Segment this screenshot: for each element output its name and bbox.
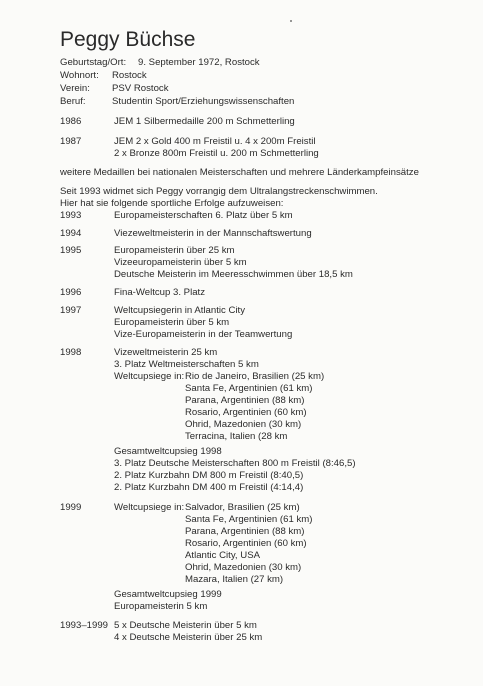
entry-1997-line2: Europameisterin über 5 km — [114, 317, 230, 328]
year-1994: 1994 — [60, 228, 82, 239]
entry-1987-line2: 2 x Bronze 800m Freistil u. 200 m Schmetterling — [114, 148, 319, 159]
year-1993-1999: 1993–1999 — [60, 620, 109, 631]
entry-1994: Viezeweltmeisterin in der Mannschaftswertung — [114, 228, 312, 239]
weltcup-1998-item: Santa Fe, Argentinien (61 km) — [185, 383, 313, 394]
year-1999: 1999 — [60, 502, 82, 513]
entry-1997-line1: Weltcupsiegerin in Atlantic City — [114, 305, 245, 316]
paper-speck — [290, 20, 292, 22]
weltcup-1998-item: Rio de Janeiro, Brasilien (25 km) — [185, 371, 325, 382]
weltcup-1999-item: Parana, Argentinien (88 km) — [185, 526, 305, 537]
weltcup-1998-item: Parana, Argentinien (88 km) — [185, 395, 305, 406]
weltcup-1999-item: Mazara, Italien (27 km) — [185, 574, 284, 585]
club-value: PSV Rostock — [112, 83, 169, 94]
weltcup-1998-item: Rosario, Argentinien (60 km) — [185, 407, 307, 418]
year-1986: 1986 — [60, 116, 82, 127]
weltcup-1999-item: Ohrid, Mazedonien (30 km) — [185, 562, 302, 573]
year-1997: 1997 — [60, 305, 82, 316]
weltcup-1999-item: Rosario, Argentinien (60 km) — [185, 538, 307, 549]
entry-1998-line4: 3. Platz Deutsche Meisterschaften 800 m Freistil (8:46,5) — [114, 458, 356, 469]
entry-1997-line3: Vize-Europameisterin in der Teamwertung — [114, 329, 293, 340]
paragraph-medals: weitere Medaillen bei nationalen Meisterschaften und mehrere Länderkampfeinsätze — [60, 167, 419, 178]
entry-1995-line2: Vizeeuropameisterin über 5 km — [114, 257, 247, 268]
weltcup-1999-item: Salvador, Brasilien (25 km) — [185, 502, 300, 513]
entry-1993-1999-line2: 4 x Deutsche Meisterin über 25 km — [114, 632, 263, 643]
residence-value: Rostock — [112, 70, 147, 81]
entry-1999-line2: Europameisterin 5 km — [114, 601, 208, 612]
entry-1995-line3: Deutsche Meisterin im Meeresschwimmen über 18,5 km — [114, 269, 353, 280]
year-1998: 1998 — [60, 347, 82, 358]
entry-1993-1999-line1: 5 x Deutsche Meisterin über 5 km — [114, 620, 257, 631]
entry-1999-line1: Gesamtweltcupsieg 1999 — [114, 589, 222, 600]
weltcup-1998-item: Terracina, Italien (28 km — [185, 431, 288, 442]
entry-1996: Fina-Weltcup 3. Platz — [114, 287, 205, 298]
weltcup-1999-item: Santa Fe, Argentinien (61 km) — [185, 514, 313, 525]
paragraph-successes: Hier hat sie folgende sportliche Erfolge aufzuweisen: — [60, 198, 284, 209]
club-label: Verein: — [60, 83, 90, 94]
page-title: Peggy Büchse — [60, 28, 196, 51]
entry-1998-line1: Vizeweltmeisterin 25 km — [114, 347, 218, 358]
entry-1987-line1: JEM 2 x Gold 400 m Freistil u. 4 x 200m Freistil — [114, 136, 316, 147]
year-1987: 1987 — [60, 136, 82, 147]
entry-1986: JEM 1 Silbermedaille 200 m Schmetterling — [114, 116, 295, 127]
job-value: Studentin Sport/Erziehungswissenschaften — [112, 96, 295, 107]
year-1993: 1993 — [60, 210, 82, 221]
residence-label: Wohnort: — [60, 70, 99, 81]
weltcup-1998-item: Ohrid, Mazedonien (30 km) — [185, 419, 302, 430]
entry-1998-line6: 2. Platz Kurzbahn DM 400 m Freistil (4:14,4) — [114, 482, 304, 493]
job-label: Beruf: — [60, 96, 86, 107]
birth-value: 9. September 1972, Rostock — [138, 57, 260, 68]
entry-1998-line3: Gesamtweltcupsieg 1998 — [114, 446, 222, 457]
entry-1998-line5: 2. Platz Kurzbahn DM 800 m Freistil (8:40,5) — [114, 470, 304, 481]
weltcup-1999-label: Weltcupsiege in: — [114, 502, 185, 513]
birth-label: Geburtstag/Ort: — [60, 57, 127, 68]
weltcup-1998-label: Weltcupsiege in: — [114, 371, 185, 382]
year-1996: 1996 — [60, 287, 82, 298]
paragraph-since-1993: Seit 1993 widmet sich Peggy vorrangig dem Ultralangstreckenschwimmen. — [60, 186, 378, 197]
entry-1998-line2: 3. Platz Weltmeisterschaften 5 km — [114, 359, 259, 370]
year-1995: 1995 — [60, 245, 82, 256]
entry-1993: Europameisterschaften 6. Platz über 5 km — [114, 210, 293, 221]
entry-1995-line1: Europameisterin über 25 km — [114, 245, 235, 256]
weltcup-1999-item: Atlantic City, USA — [185, 550, 260, 561]
